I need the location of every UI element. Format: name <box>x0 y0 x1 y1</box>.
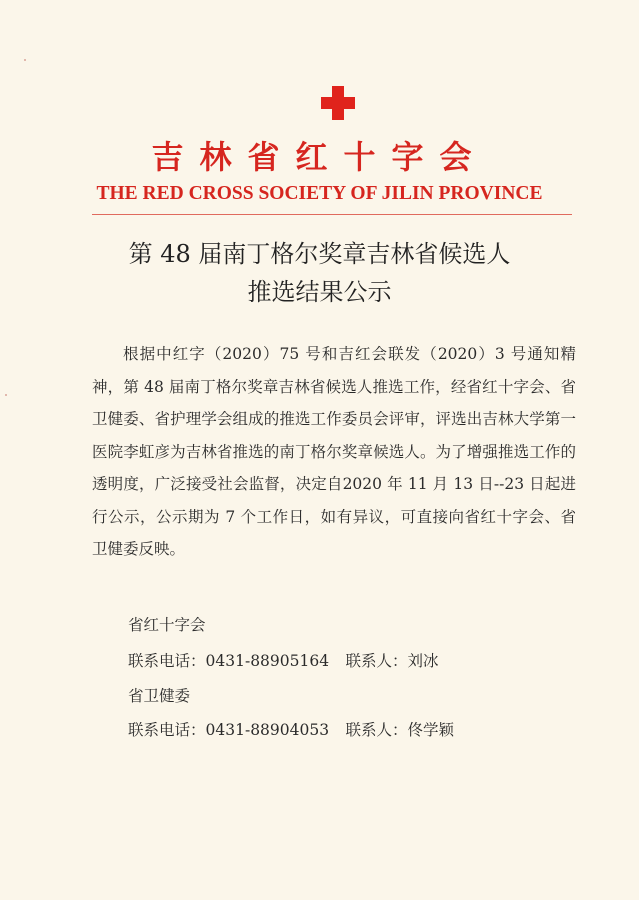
phone-label: 联系电话： <box>128 721 206 739</box>
contact-person-name: 刘冰 <box>407 652 439 670</box>
contact-org-1: 省红十字会 <box>128 616 206 634</box>
document-title-line-1: 第 48 届南丁格尔奖章吉林省候选人 <box>128 240 511 268</box>
contact-line-2 <box>128 718 454 740</box>
letterhead-divider <box>92 214 572 215</box>
phone-number: 0431-88905164 <box>205 652 330 670</box>
paper-speck <box>24 59 26 61</box>
org-name-english: THE RED CROSS SOCIETY OF JILIN PROVINCE <box>96 183 543 204</box>
contact-org-2: 省卫健委 <box>128 687 191 705</box>
contact-person-name: 佟学颖 <box>407 721 455 739</box>
org-name-chinese: 吉林省红十字会 <box>151 138 488 176</box>
red-cross-icon <box>321 86 355 120</box>
document-title-line-2: 推选结果公示 <box>247 278 392 306</box>
contact-person-label: 联系人： <box>345 721 408 739</box>
contact-person-label: 联系人： <box>345 652 408 670</box>
phone-label: 联系电话： <box>128 652 206 670</box>
paper-speck <box>5 394 7 396</box>
notice-paragraph: 根据中红字（2020）75 号和吉红会联发（2020）3 号通知精神，第 48 届南丁格尔奖章吉林省候选人推选工作，经省红十字会、省卫健委、省护理学会组成的推选工作委员会评审，评选出吉林大学第一医院李虹彦为吉林省推选的南丁格尔奖章候选人。为了增强推选工作的透明度，广泛接受社会监督，决定自2020 年 11 月 13 日--23 日起进行公示，公示期为 7 个工作日，如有异议，可直接向省红十字会、省卫健委反映。 <box>92 345 576 558</box>
phone-number: 0431-88904053 <box>205 721 330 739</box>
contact-line-1 <box>128 649 439 671</box>
